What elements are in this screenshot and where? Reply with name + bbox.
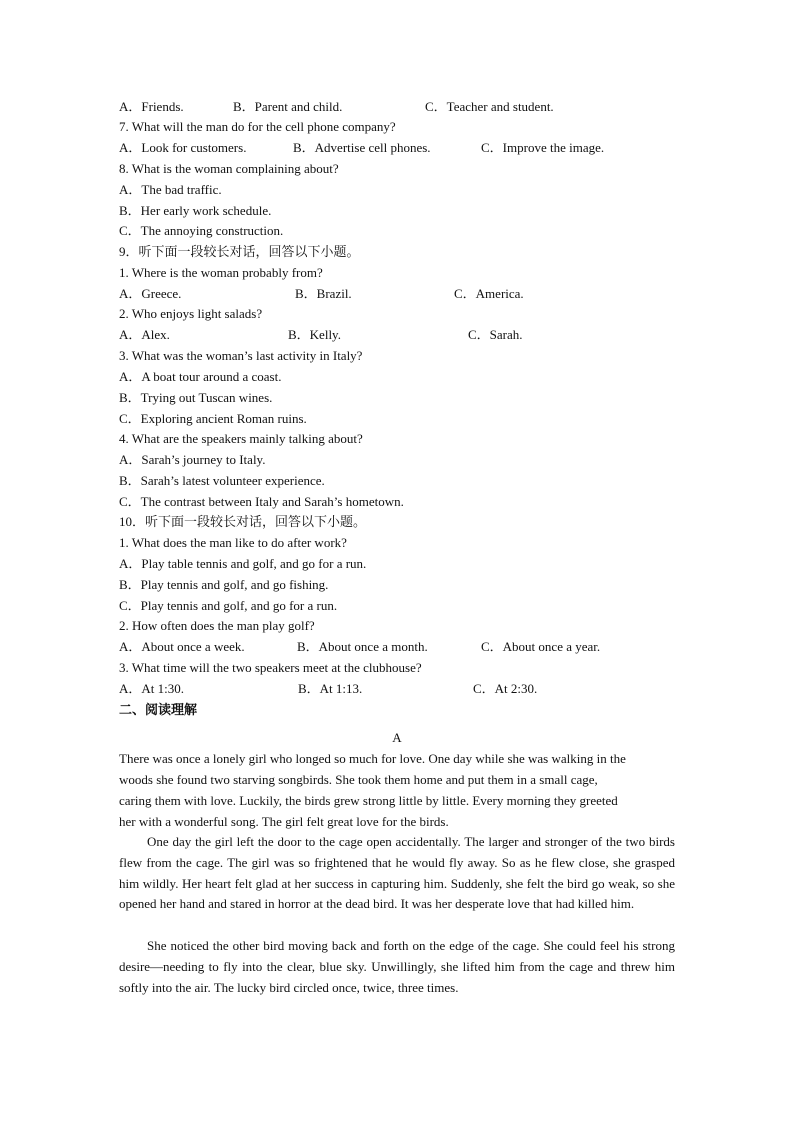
passage-paragraph-2: One day the girl left the door to the cage open accidentally. The larger and stronger of the two birds flew from the cage. The girl was so frightened that he would fly away. So as he flew close, she grasped him wildly. Her heart felt glad at her success in capturing him. Suddenly, she felt the bird go weak, so she opened her hand and stared in horror at the dead bird. It was her desperate love that had killed him. (119, 834, 675, 912)
option-a: A．Look for customers. (119, 140, 247, 155)
q9-3-stem: 3. What was the woman’s last activity in Italy? (119, 348, 363, 363)
option-a: A．Greece. (119, 286, 182, 301)
q9-2-stem: 2. Who enjoys light salads? (119, 306, 263, 321)
option-c: C．Sarah. (468, 327, 523, 342)
q7-stem: 7. What will the man do for the cell phone company? (119, 119, 396, 134)
q10-2-stem: 2. How often does the man play golf? (119, 618, 315, 633)
passage-p1-line: There was once a lonely girl who longed so much for love. One day while she was walking in the (119, 751, 626, 766)
passage-p1-line: her with a wonderful song. The girl felt great love for the birds. (119, 814, 449, 829)
passage-paragraph-3: She noticed the other bird moving back and forth on the edge of the cage. She could feel his strong desire—needing to fly into the clear, blue sky. Unwillingly, she lifted him from the cage and threw him softly into the air. The lucky bird circled once, twice, three times. (119, 938, 675, 995)
q9-1-stem: 1. Where is the woman probably from? (119, 265, 323, 280)
option-a: A．Alex. (119, 327, 170, 342)
q8-stem: 8. What is the woman complaining about? (119, 161, 339, 176)
option-a: A．Friends. (119, 99, 184, 114)
passage-p1-line: caring them with love. Luckily, the birds grew strong little by little. Every morning they greeted (119, 793, 618, 808)
option-b: B．At 1:13. (298, 681, 363, 696)
option-a: A．At 1:30. (119, 681, 185, 696)
q9-4-option-c: C．The contrast between Italy and Sarah’s hometown. (119, 494, 404, 509)
option-c: C．Teacher and student. (425, 99, 554, 114)
q9-4-option-b: B．Sarah’s latest volunteer experience. (119, 473, 325, 488)
q9-3-option-a: A．A boat tour around a coast. (119, 369, 282, 384)
q9-3-option-b: B．Trying out Tuscan wines. (119, 390, 273, 405)
section-heading: 二、阅读理解 (119, 702, 198, 717)
option-b: B．Brazil. (295, 286, 352, 301)
q9-3-option-c: C．Exploring ancient Roman ruins. (119, 411, 307, 426)
passage-label: A (392, 730, 402, 745)
option-c: C．Improve the image. (481, 140, 605, 155)
q10-1-option-b: B．Play tennis and golf, and go fishing. (119, 577, 329, 592)
passage-p1-line: woods she found two starving songbirds. She took them home and put them in a small cage, (119, 772, 598, 787)
q10-1-option-c: C．Play tennis and golf, and go for a run. (119, 598, 338, 613)
option-b: B．Advertise cell phones. (293, 140, 431, 155)
q8-option-c: C．The annoying construction. (119, 223, 284, 238)
q10-1-stem: 1. What does the man like to do after work? (119, 535, 347, 550)
option-c: C．America. (454, 286, 524, 301)
q10-1-option-a: A．Play table tennis and golf, and go for a run. (119, 556, 367, 571)
q8-option-a: A．The bad traffic. (119, 182, 222, 197)
q9-4-stem: 4. What are the speakers mainly talking about? (119, 431, 363, 446)
option-b: B．Parent and child. (233, 99, 343, 114)
option-a: A．About once a week. (119, 639, 245, 654)
q9-4-option-a: A．Sarah’s journey to Italy. (119, 452, 266, 467)
option-c: C．At 2:30. (473, 681, 538, 696)
option-b: B．Kelly. (288, 327, 341, 342)
option-b: B．About once a month. (297, 639, 428, 654)
q9-heading: 9．听下面一段较长对话，回答以下小题。 (119, 244, 360, 259)
q8-option-b: B．Her early work schedule. (119, 203, 272, 218)
q10-3-stem: 3. What time will the two speakers meet at the clubhouse? (119, 660, 422, 675)
option-c: C．About once a year. (481, 639, 601, 654)
q10-heading: 10．听下面一段较长对话，回答以下小题。 (119, 514, 367, 529)
